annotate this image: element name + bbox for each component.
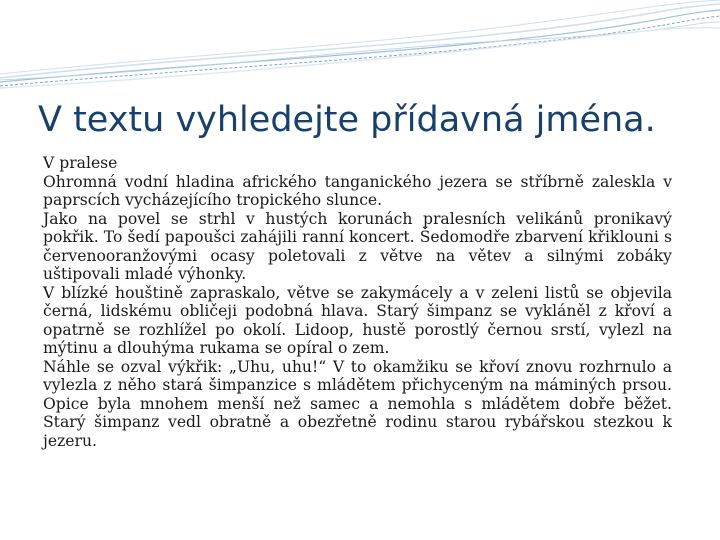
paragraph: Ohromná vodní hladina afrického tanganického jezera se stříbrně zaleskla v paprscích vycházejícího tropického slunce.	[43, 172, 672, 209]
wave-line	[0, 0, 720, 74]
slide-body	[43, 154, 672, 450]
paragraph: Jako na povel se strhl v hustých korunách pralesních velikánů pronikavý pokřik. To šedí papoušci zahájili ranní koncert. Šedomodře zbarvení křiklouni s červenooranžovými ocasy poletovali z větve na větev a silnými zobáky uštipovali mladé výhonky.	[43, 209, 672, 283]
story-heading: V pralese	[43, 154, 118, 172]
wave-decoration	[0, 0, 720, 90]
wave-line	[0, 22, 720, 80]
paragraph: Náhle se ozval výkřik: „Uhu, uhu!“ V to okamžiku se křoví znovu rozhrnulo a vylezla z něho stará šimpanzice s mládětem přichyceným na máminých prsou. Opice byla mnohem menší než samec a nemohla s mládětem dobře běžet. Starý šimpanz vedl obratně a obezřetně rodinu starou rybářskou stezkou k jezeru.	[43, 357, 672, 450]
wave-line	[0, 16, 720, 86]
wave-line	[0, 28, 720, 88]
slide-title: V textu vyhledejte přídavná jména.	[38, 100, 656, 140]
wave-line	[0, 4, 720, 78]
paragraph: V blízké houštině zapraskalo, větve se zakymácely a v zeleni listů se objevila černá, lidskému obličeji podobná hlava. Starý šimpanz se vykláněl z křoví a opatrně se rozhlížel po okolí. Lidoop, hustě porostlý černou srstí, vylezl na mýtinu a dlouhýma rukama se opíral o zem.	[43, 283, 672, 357]
